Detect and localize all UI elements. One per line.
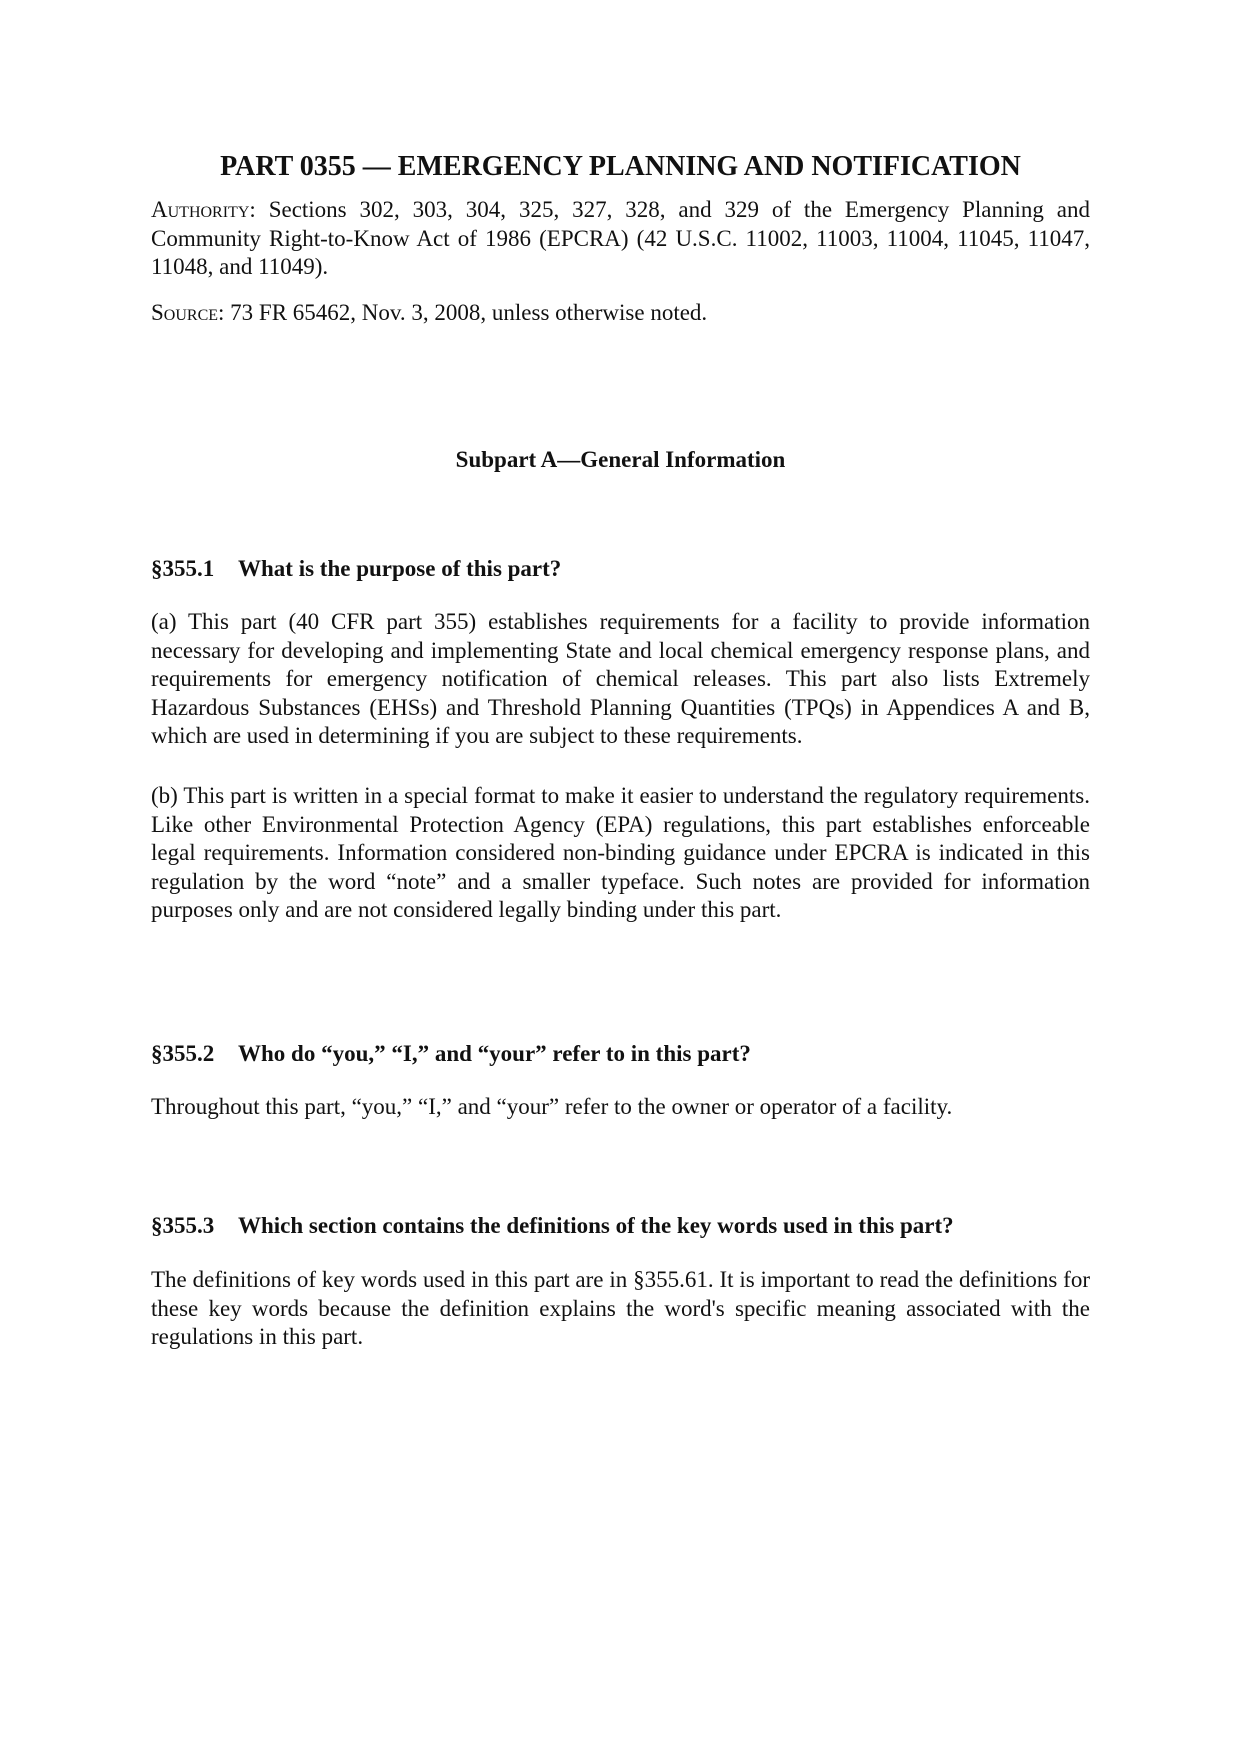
section-heading-355-1	[151, 555, 1090, 583]
source-label: Source	[151, 300, 219, 325]
section-355-2-paragraph: Throughout this part, “you,” “I,” and “your” refer to the owner or operator of a facility.	[151, 1094, 953, 1119]
section-355-3-paragraph: The definitions of key words used in this part are in §355.61. It is important to read the definitions for these key words because the definition explains the word's specific meaning associated with the regulations in this part.	[151, 1267, 1090, 1349]
section-title: What is the purpose of this part?	[238, 556, 562, 581]
source-statement: Source: 73 FR 65462, Nov. 3, 2008, unless otherwise noted.	[151, 300, 708, 325]
section-number: §355.3	[151, 1213, 215, 1238]
source-text: 73 FR 65462, Nov. 3, 2008, unless otherwise noted.	[230, 300, 708, 325]
authority-text: Sections 302, 303, 304, 325, 327, 328, and 329 of the Emergency Planning and Community Right-to-Know Act of 1986 (EPCRA) (42 U.S.C. 11002, 11003, 11004, 11045, 11047, 11048, and 11049).	[151, 197, 1091, 279]
authority-statement: Authority: Sections 302, 303, 304, 325, 327, 328, and 329 of the Emergency Planning and Community Right-to-Know Act of 1986 (EPCRA) (42 U.S.C. 11002, 11003, 11004, 11045, 11047, 11048, and 11049).	[151, 197, 1091, 279]
section-heading-355-3	[151, 1212, 1090, 1240]
authority-label: Authority	[151, 197, 250, 222]
subpart-title: Subpart A—General Information	[455, 447, 786, 472]
section-title: Which section contains the definitions of the key words used in this part?	[238, 1213, 954, 1238]
section-number: §355.1	[151, 556, 215, 581]
section-355-1-paragraph-a: (a) This part (40 CFR part 355) establishes requirements for a facility to provide information necessary for developing and implementing State and local chemical emergency response plans, and requirements for emergency notification of chemical releases. This part also lists Extremely Hazardous Substances (EHSs) and Threshold Planning Quantities (TPQs) in Appendices A and B, which are used in determining if you are subject to these requirements.	[151, 609, 1090, 748]
section-heading-355-2	[151, 1040, 1090, 1068]
section-355-1-paragraph-b: (b) This part is written in a special format to make it easier to understand the regulatory requirements. Like other Environmental Protection Agency (EPA) regulations, this part establishes enforceable legal requirements. Information considered non-binding guidance under EPCRA is indicated in this regulation by the word “note” and a smaller typeface. Such notes are provided for information purposes only and are not considered legally binding under this part.	[151, 783, 1090, 922]
section-title: Who do “you,” “I,” and “your” refer to in this part?	[238, 1041, 751, 1066]
part-title: PART 0355 — EMERGENCY PLANNING AND NOTIFICATION	[220, 151, 1021, 182]
section-number: §355.2	[151, 1041, 215, 1066]
